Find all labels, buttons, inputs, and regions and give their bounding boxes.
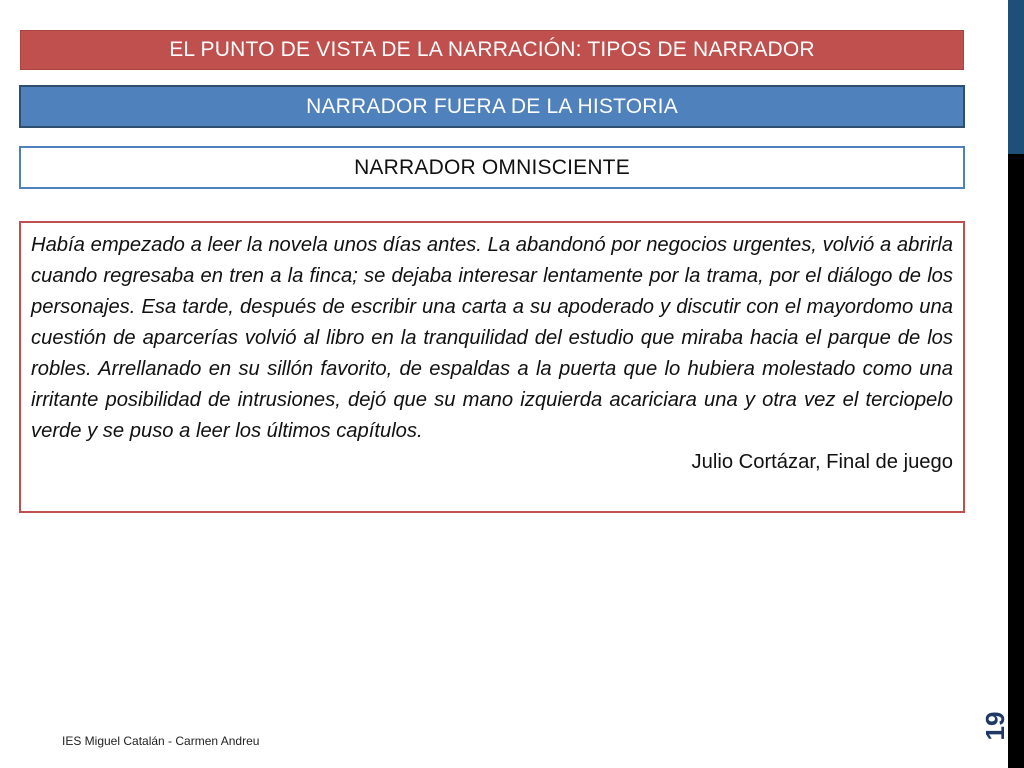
narrator-type-text: NARRADOR OMNISCIENTE <box>354 155 630 179</box>
quote-text: Había empezado a leer la novela unos días antes. La abandonó por negocios urgentes, volvió a abrirla cuando regresaba en tren a la finca; se dejaba interesar lentamente por la trama, por el diálogo de los personajes. Esa tarde, después de escribir una carta a su apoderado y discutir con el mayordomo una cuestión de aparcerías volvió al libro en la tranquilidad del estudio que miraba hacia el parque de los robles. Arrellanado en su sillón favorito, de espaldas a la puerta que lo hubiera molestado como una irritante posibilidad de intrusiones, dejó que su mano izquierda acariciara una y otra vez el terciopelo verde y se puso a leer los últimos capítulos. <box>31 234 953 442</box>
slide-subtitle <box>19 85 965 128</box>
quote-box <box>19 221 965 513</box>
slide-title-text: EL PUNTO DE VISTA DE LA NARRACIÓN: TIPOS DE NARRADOR <box>169 38 815 61</box>
quote-attribution: Julio Cortázar, Final de juego <box>691 451 953 473</box>
side-accent-bar-black <box>1008 154 1024 768</box>
slide-title <box>20 30 964 70</box>
page-number: 19 <box>979 711 1010 741</box>
side-accent-bar-blue <box>1008 0 1024 154</box>
narrator-type-heading <box>19 146 965 189</box>
slide-subtitle-text: NARRADOR FUERA DE LA HISTORIA <box>306 94 678 118</box>
footer-credit: IES Miguel Catalán - Carmen Andreu <box>62 734 260 748</box>
